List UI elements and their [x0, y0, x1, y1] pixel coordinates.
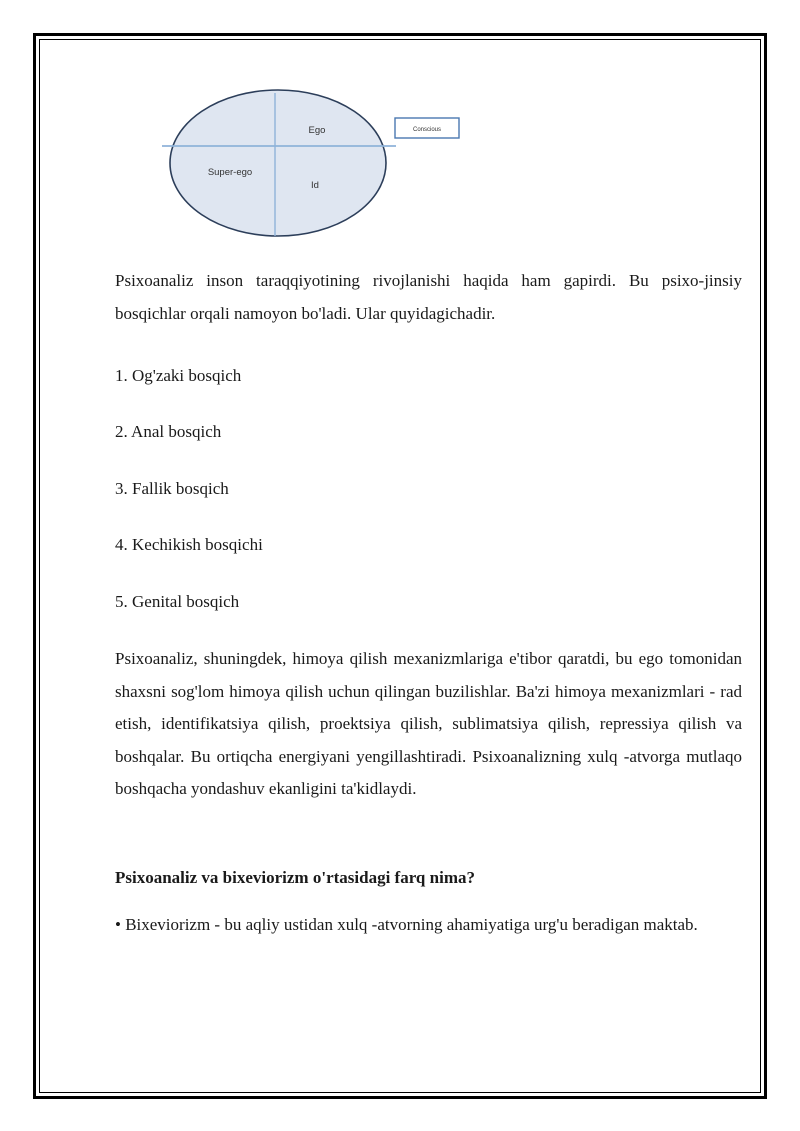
- section-heading: Psixoanaliz va bixeviorizm o'rtasidagi farq nima?: [115, 868, 475, 887]
- stage-item: 1. Og'zaki bosqich: [115, 366, 242, 385]
- stage-item: 3. Fallik bosqich: [115, 479, 229, 498]
- defense-mechanisms-paragraph: Psixoanaliz, shuningdek, himoya qilish mexanizmlariga e'tibor qaratdi, bu ego tomonidan shaxsni sog'lom himoya qilish uchun qilingan buzilishlar. Ba'zi himoya mexanizmlari - rad etish, identifikatsiya qilish, proektsiya qilish, sublimatsiya qilish, repressiya qilish va boshqalar. Bu ortiqcha energiyani yengillashtiradi. Psixoanalizning xulq -atvorga mutlaqo boshqacha yondashuv ekanligini ta'kidlaydi.: [115, 649, 742, 798]
- bullet-paragraph: • Bixeviorizm - bu aqliy ustidan xulq -atvorning ahamiyatiga urg'u beradigan maktab.: [115, 915, 698, 934]
- id-label: Id: [311, 180, 319, 191]
- label-box-text: Conscious: [412, 127, 442, 133]
- personality-structure-diagram: [150, 88, 470, 248]
- stage-item: 2. Anal bosqich: [115, 422, 222, 441]
- intro-paragraph: Psixoanaliz inson taraqqiyotining rivojlanishi haqida ham gapirdi. Bu psixo-jinsiy bosqichlar orqali namoyon bo'ladi. Ular quyidagichadir.: [115, 271, 742, 323]
- ego-label: Ego: [308, 125, 326, 136]
- stage-item: 4. Kechikish bosqichi: [115, 535, 263, 554]
- stage-item: 5. Genital bosqich: [115, 592, 240, 611]
- psyche-ellipse: [170, 90, 386, 236]
- super-ego-label: Super-ego: [207, 167, 253, 178]
